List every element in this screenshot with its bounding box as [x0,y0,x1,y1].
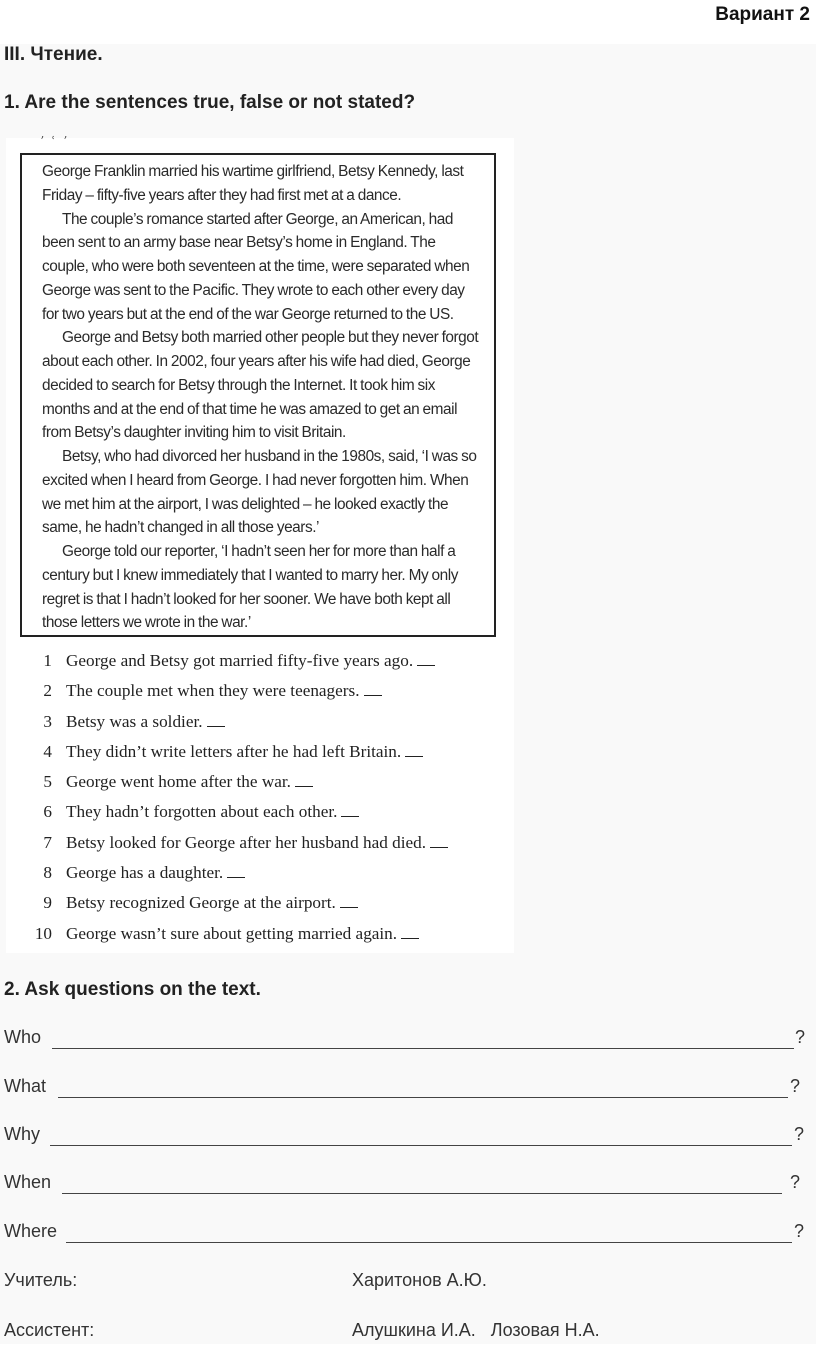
statement-text: George wasn’t sure about getting married again. [66,923,398,943]
question-mark: ? [794,1221,805,1241]
question-row-what [4,1076,806,1100]
statement-item [24,646,514,676]
statement-item [24,676,514,706]
question-mark: ? [794,1124,805,1144]
exercise-1-title: 1. Are the sentences true, false or not stated? [4,92,416,113]
answer-line[interactable] [66,1242,792,1243]
answer-blank[interactable] [227,863,245,878]
question-word: When [4,1172,52,1192]
statement-item [24,828,514,858]
reading-paragraph: The couple’s romance started after George, an American, had been sent to an army base near Betsy’s home in England. The couple, who were both seventeen at the time, were separated when George was sent to the Pacific. They wrote to each other every day for two years but at the end of the war George returned to the US. [42,210,470,323]
statement-number: 4 [43,741,52,761]
question-mark: ? [795,1027,806,1047]
reading-paragraph: Betsy, who had divorced her husband in the 1980s, said, ‘I was so excited when I heard from George. I had never forgotten him. When we met him at the airport, I was delighted – he looked exactly the same, he hadn’t changed in all those years.’ [42,448,477,537]
question-mark: ? [790,1172,801,1192]
statement-number: 2 [43,681,52,701]
statement-number: 7 [43,832,52,852]
statement-text: George has a daughter. [66,863,224,883]
statement-text: They hadn’t forgotten about each other. [66,802,338,822]
answer-blank[interactable] [401,924,419,939]
question-word: Why [4,1124,40,1144]
statement-text: The couple met when they were teenagers. [66,681,360,701]
statement-text: Betsy looked for George after her husband had died. [66,832,427,852]
statement-item [24,888,514,918]
statement-item [24,858,514,888]
exercise-2-title: 2. Ask questions on the text. [4,979,261,1000]
answer-blank[interactable] [341,802,359,817]
answer-blank[interactable] [417,651,435,666]
teacher-name: Харитонов А.Ю. [352,1270,487,1290]
statement-number: 3 [43,711,52,731]
answer-blank[interactable] [430,833,448,848]
answer-blank[interactable] [364,681,382,696]
question-row-why [4,1124,806,1148]
answer-line[interactable] [62,1193,782,1194]
statement-number: 10 [34,923,52,943]
statement-number: 5 [43,772,52,792]
question-row-when [4,1172,806,1196]
assistant-names: Алушкина И.А. Лозовая Н.А. [352,1320,600,1340]
question-mark: ? [790,1076,801,1096]
answer-line[interactable] [58,1097,788,1098]
statement-text: Betsy recognized George at the airport. [66,893,336,913]
statement-item [24,707,514,737]
statement-item [24,797,514,827]
teacher-label: Учитель: [4,1270,78,1290]
statement-text: Betsy was a soldier. [66,711,203,731]
statement-item [24,737,514,767]
statement-number: 8 [43,863,52,883]
answer-line[interactable] [52,1048,794,1049]
answer-line[interactable] [50,1145,792,1146]
answer-blank[interactable] [405,742,423,757]
statement-item [24,919,514,949]
answer-blank[interactable] [340,893,358,908]
reading-paragraph: George and Betsy both married other people but they never forgot about each other. In 2002, four years after his wife had died, George decided to search for Betsy through the Internet. It took him six months and at the end of that time he was amazed to get an email from Betsy’s daughter inviting him to visit Britain. [42,329,479,442]
reading-paragraph: George told our reporter, ‘I hadn’t seen her for more than half a century but I knew immediately that I wanted to marry her. My only regret is that I hadn’t looked for her sooner. We have both kept all those letters we wrote in the war.’ [42,543,458,632]
statement-number: 9 [43,893,52,913]
textbook-scan [6,134,514,953]
statement-number: 6 [43,802,52,822]
statement-text: George went home after the war. [66,772,291,792]
statement-item [24,767,514,797]
reading-paragraph: George Franklin married his wartime girlfriend, Betsy Kennedy, last Friday – fifty-five years after they had first met at a dance. [42,163,464,204]
question-word: Where [4,1221,58,1241]
statement-number: 1 [43,651,52,670]
question-row-where [4,1221,806,1245]
variant-label: Вариант 2 [715,4,810,25]
reading-text-box [20,153,496,637]
question-word: Who [4,1027,42,1047]
statement-list [24,646,514,949]
answer-blank[interactable] [295,772,313,787]
question-row-who [4,1027,806,1051]
answer-blank[interactable] [207,712,225,727]
statement-text: They didn’t write letters after he had left Britain. [66,741,402,761]
section-title: III. Чтение. [4,44,103,65]
question-word: What [4,1076,47,1096]
statement-text: George and Betsy got married fifty-five years ago. [66,651,414,670]
scan-artifact: ʼ ʿ ʼ [40,134,69,148]
assistant-label: Ассистент: [4,1320,95,1340]
